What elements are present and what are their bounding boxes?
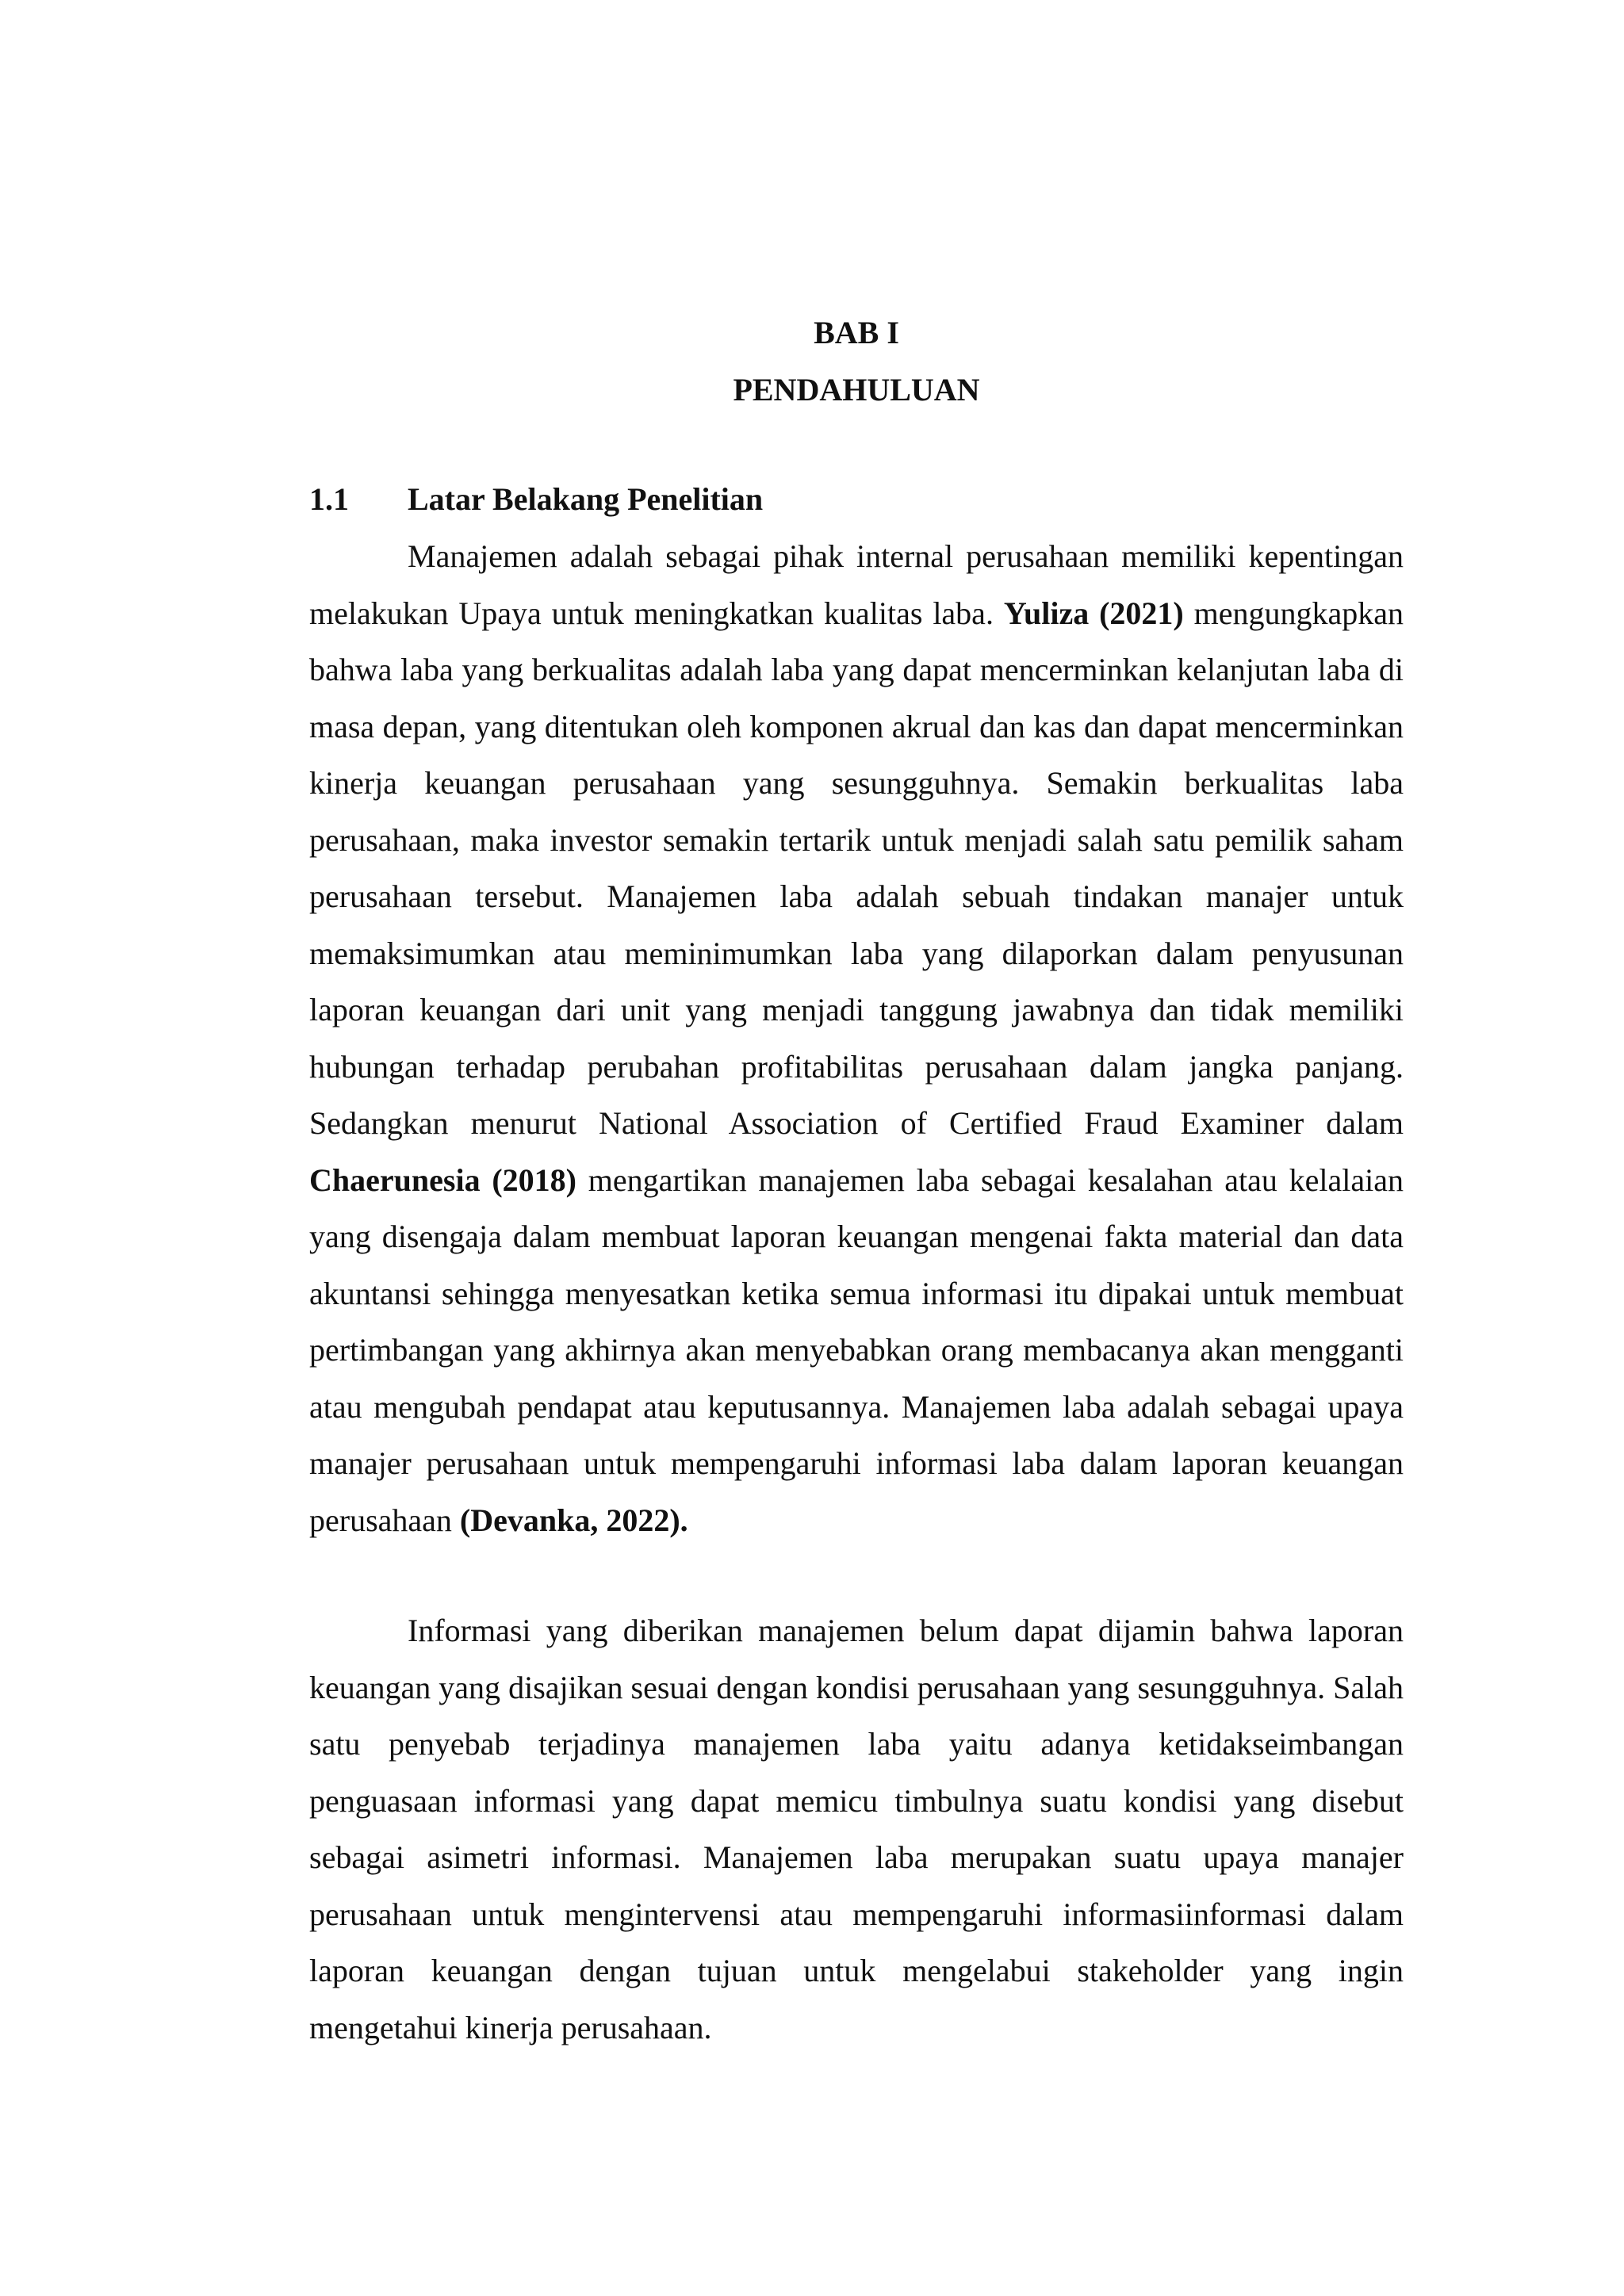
chapter-title: PENDAHULUAN	[733, 372, 980, 408]
paragraph-2-text-1: Informasi yang diberikan manajemen belum dapat dijamin bahwa laporan keuangan yang disajikan sesuai dengan kondisi perusahaan yang sesungguhnya. Salah satu penyebab terjadinya manajemen laba yaitu adanya ketidakseimbangan penguasaan informasi yang dapat memicu timbulnya suatu kondisi yang disebut sebagai asimetri informasi. Manajemen laba merupakan suatu upaya manajer perusahaan untuk mengintervensi atau mempengaruhi informasiinformasi dalam laporan keuangan dengan tujuan untuk mengelabui stakeholder yang ingin mengetahui kinerja perusahaan.	[309, 1613, 1404, 2045]
citation-devanka: (Devanka, 2022).	[459, 1502, 688, 1538]
chapter-number: BAB I	[814, 315, 899, 350]
section-number: 1.1	[309, 481, 349, 517]
section-heading	[309, 471, 1404, 528]
paragraph-1-text-3: mengartikan manajemen laba sebagai kesalahan atau kelalaian yang disengaja dalam membuat laporan keuangan mengenai fakta material dan data akuntansi sehingga menyesatkan ketika semua informasi itu dipakai untuk membuat pertimbangan yang akhirnya akan menyebabkan orang membacanya akan mengganti atau mengubah pendapat atau keputusannya. Manajemen laba adalah sebagai upaya manajer perusahaan untuk mempengaruhi informasi laba dalam laporan keuangan perusahaan	[309, 1161, 1404, 1538]
citation-yuliza: Yuliza (2021)	[1003, 595, 1184, 631]
paragraph-1-text-1: Manajemen adalah sebagai pihak internal perusahaan memiliki kepentingan melakukan Upaya untuk meningkatkan kualitas laba.	[309, 538, 1404, 631]
citation-chaerunesia: Chaerunesia (2018)	[309, 1161, 576, 1198]
paragraph-1	[309, 528, 1404, 1548]
paragraph-2	[309, 1602, 1404, 2056]
paragraph-1-text-2: mengungkapkan bahwa laba yang berkualitas adalah laba yang dapat mencerminkan kelanjutan laba di masa depan, yang ditentukan oleh komponen akrual dan kas dan dapat mencerminkan kinerja keuangan perusahaan yang sesungguhnya. Semakin berkualitas laba perusahaan, maka investor semakin tertarik untuk menjadi salah satu pemilik saham perusahaan tersebut. Manajemen laba adalah sebuah tindakan manajer untuk memaksimumkan atau meminimumkan laba yang dilaporkan dalam penyusunan laporan keuangan dari unit yang menjadi tanggung jawabnya dan tidak memiliki hubungan terhadap perubahan profitabilitas perusahaan dalam jangka panjang. Sedangkan menurut National Association of Certified Fraud Examiner dalam	[309, 595, 1404, 1141]
section-title: Latar Belakang Penelitian	[408, 481, 764, 517]
